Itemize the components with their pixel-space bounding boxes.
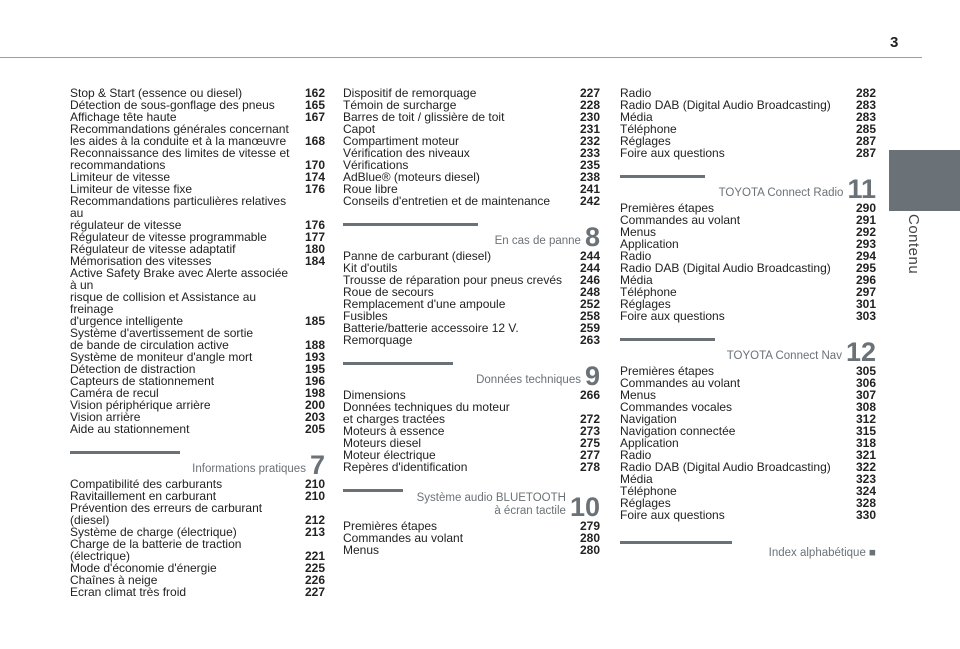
toc-entry-title: Média bbox=[620, 110, 653, 124]
toc-entry-page: 170 bbox=[304, 158, 325, 172]
section-rule bbox=[620, 175, 705, 178]
index-link-label: Index alphabétique ■ bbox=[768, 547, 876, 559]
toc-entry-page: 177 bbox=[304, 230, 325, 244]
toc-entry-title: Vérification des niveaux bbox=[343, 146, 470, 160]
toc-entry-title: Repères d'identification bbox=[343, 460, 468, 474]
toc-entry[interactable] bbox=[70, 423, 325, 435]
section-title: TOYOTA Connect Radio bbox=[718, 187, 844, 199]
toc-entry-page: 188 bbox=[304, 338, 325, 352]
section-number: 12 bbox=[845, 337, 876, 367]
toc-entry[interactable] bbox=[70, 538, 325, 562]
toc-entry-title: Roue de secours bbox=[343, 285, 434, 299]
section-header-10[interactable] bbox=[343, 489, 600, 522]
section-title: TOYOTA Connect Nav bbox=[726, 350, 842, 362]
toc-entry-page: 200 bbox=[304, 398, 325, 412]
toc-entry-title: AdBlue® (moteurs diesel) bbox=[343, 170, 480, 184]
toc-entry-page: 203 bbox=[304, 410, 325, 424]
toc-entry[interactable] bbox=[70, 586, 325, 598]
toc-entry-title: Limiteur de vitesse bbox=[70, 170, 171, 184]
toc-entry-title: Données techniques du moteur et charges tractées bbox=[343, 400, 510, 426]
toc-list bbox=[620, 202, 876, 322]
section-rule bbox=[343, 223, 478, 226]
toc-entry-page: 321 bbox=[855, 448, 876, 462]
toc-entry-title: Vérifications bbox=[343, 158, 409, 172]
toc-entry[interactable] bbox=[70, 147, 325, 171]
toc-entry-title: Kit d'outils bbox=[343, 261, 398, 275]
toc-entry-title: Moteurs diesel bbox=[343, 436, 422, 450]
section-header-12[interactable] bbox=[620, 337, 876, 367]
toc-entry-page: 324 bbox=[855, 484, 876, 498]
toc-entry-title: Application bbox=[620, 237, 679, 251]
toc-entry-page: 225 bbox=[304, 561, 325, 575]
toc-entry-title: Commandes au volant bbox=[620, 213, 741, 227]
toc-entry-page: 185 bbox=[304, 314, 325, 328]
toc-entry-title: Active Safety Brake avec Alerte associée à un risque de collision et Assistance au freinage d'urgence intelligente bbox=[70, 266, 289, 328]
toc-entry-page: 322 bbox=[855, 460, 876, 474]
toc-entry-title: Radio bbox=[620, 448, 652, 462]
toc-entry-title: Menus bbox=[620, 225, 657, 239]
section-header-8[interactable] bbox=[343, 222, 600, 252]
toc-entry-title: Réglages bbox=[620, 496, 671, 510]
toc-entry-title: Radio DAB (Digital Audio Broadcasting) bbox=[620, 261, 831, 275]
toc-entry-title: Commandes au volant bbox=[620, 376, 741, 390]
toc-entry-title: Média bbox=[620, 472, 653, 486]
toc-column-3 bbox=[620, 87, 876, 559]
toc-entry-page: 246 bbox=[579, 273, 600, 287]
toc-entry[interactable] bbox=[620, 147, 876, 159]
section-rule bbox=[620, 338, 715, 341]
toc-entry-title: Détection de distraction bbox=[70, 362, 196, 376]
section-rule bbox=[343, 362, 453, 365]
toc-entry-title: Radio bbox=[620, 86, 652, 100]
toc-entry-page: 305 bbox=[855, 364, 876, 378]
toc-entry[interactable] bbox=[343, 532, 600, 544]
toc-entry-page: 176 bbox=[304, 218, 325, 232]
toc-entry-page: 193 bbox=[304, 350, 325, 364]
section-rule bbox=[620, 541, 732, 544]
toc-entry[interactable] bbox=[70, 502, 325, 526]
toc-entry-title: Application bbox=[620, 436, 679, 450]
toc-entry-title: Système d'avertissement de sortie de bande de circulation active bbox=[70, 326, 254, 352]
toc-entry-page: 210 bbox=[304, 477, 325, 491]
toc-entry-page: 280 bbox=[579, 543, 600, 557]
toc-column-1 bbox=[70, 87, 325, 598]
toc-entry-page: 292 bbox=[855, 225, 876, 239]
section-rule bbox=[343, 489, 403, 492]
toc-entry-page: 296 bbox=[855, 273, 876, 287]
toc-entry-title: Détection de sous-gonflage des pneus bbox=[70, 98, 275, 112]
toc-entry-page: 235 bbox=[579, 158, 600, 172]
toc-entry[interactable] bbox=[343, 401, 600, 425]
toc-list bbox=[70, 87, 325, 435]
toc-entry-page: 238 bbox=[579, 170, 600, 184]
top-divider bbox=[0, 57, 922, 58]
toc-entry-title: Barres de toit / glissière de toit bbox=[343, 110, 505, 124]
toc-entry-title: Téléphone bbox=[620, 122, 677, 136]
toc-entry-page: 248 bbox=[579, 285, 600, 299]
toc-entry-page: 242 bbox=[579, 194, 600, 208]
toc-entry[interactable] bbox=[620, 262, 876, 274]
toc-entry[interactable] bbox=[343, 111, 600, 123]
toc-entry[interactable] bbox=[620, 377, 876, 389]
toc-entry-title: Recommandations particulières relatives au régulateur de vitesse bbox=[70, 194, 287, 232]
toc-entry-page: 303 bbox=[855, 309, 876, 323]
toc-entry-title: Compatibilité des carburants bbox=[70, 477, 223, 491]
toc-list bbox=[343, 250, 600, 346]
toc-entry-page: 272 bbox=[579, 412, 600, 426]
toc-entry[interactable] bbox=[70, 267, 325, 327]
section-number: 8 bbox=[584, 222, 600, 252]
toc-entry-page: 174 bbox=[304, 170, 325, 184]
toc-entry-page: 290 bbox=[855, 201, 876, 215]
toc-entry-title: Compartiment moteur bbox=[343, 134, 460, 148]
toc-entry-title: Radio DAB (Digital Audio Broadcasting) bbox=[620, 98, 831, 112]
toc-entry-title: Remorquage bbox=[343, 333, 413, 347]
toc-entry-page: 227 bbox=[304, 585, 325, 599]
toc-entry-page: 213 bbox=[304, 525, 325, 539]
toc-entry-page: 273 bbox=[579, 424, 600, 438]
toc-entry[interactable] bbox=[620, 99, 876, 111]
toc-entry-title: Aide au stationnement bbox=[70, 422, 190, 436]
toc-entry-title: Vision arrière bbox=[70, 410, 141, 424]
toc-entry-page: 244 bbox=[579, 249, 600, 263]
toc-entry-page: 279 bbox=[579, 519, 600, 533]
toc-list bbox=[620, 365, 876, 521]
toc-entry-title: Affichage tête haute bbox=[70, 110, 177, 124]
toc-entry-title: Menus bbox=[620, 388, 657, 402]
toc-entry-page: 295 bbox=[855, 261, 876, 275]
toc-entry-page: 258 bbox=[579, 309, 600, 323]
toc-entry-title: Ravitaillement en carburant bbox=[70, 489, 217, 503]
section-number: 7 bbox=[309, 450, 325, 480]
toc-entry-page: 241 bbox=[579, 182, 600, 196]
toc-entry-title: Radio DAB (Digital Audio Broadcasting) bbox=[620, 460, 831, 474]
section-number: 10 bbox=[569, 492, 600, 522]
toc-entry-title: Téléphone bbox=[620, 484, 677, 498]
toc-entry-page: 283 bbox=[855, 98, 876, 112]
toc-entry-page: 198 bbox=[304, 386, 325, 400]
toc-entry-page: 266 bbox=[579, 388, 600, 402]
toc-entry-title: Vision périphérique arrière bbox=[70, 398, 211, 412]
toc-entry-title: Régulateur de vitesse programmable bbox=[70, 230, 267, 244]
toc-entry-page: 196 bbox=[304, 374, 325, 388]
toc-entry[interactable] bbox=[620, 214, 876, 226]
toc-entry-page: 167 bbox=[304, 110, 325, 124]
toc-entry-title: Trousse de réparation pour pneus crevés bbox=[343, 273, 563, 287]
toc-entry-title: Média bbox=[620, 273, 653, 287]
toc-entry-page: 244 bbox=[579, 261, 600, 275]
toc-entry-title: Système de moniteur d'angle mort bbox=[70, 350, 253, 364]
toc-entry-title: Menus bbox=[343, 543, 380, 557]
toc-entry-title: Chaînes à neige bbox=[70, 573, 158, 587]
toc-entry[interactable] bbox=[70, 327, 325, 351]
toc-entry-title: Charge de la batterie de traction (électrique) bbox=[70, 537, 242, 563]
toc-entry-page: 212 bbox=[304, 513, 325, 527]
side-tab-label: Contenu bbox=[905, 214, 922, 275]
toc-entry-page: 184 bbox=[304, 254, 325, 268]
toc-entry-title: Commandes vocales bbox=[620, 400, 733, 414]
toc-entry-page: 205 bbox=[304, 422, 325, 436]
toc-entry-page: 252 bbox=[579, 297, 600, 311]
toc-entry-page: 323 bbox=[855, 472, 876, 486]
toc-entry-title: Capteurs de stationnement bbox=[70, 374, 215, 388]
toc-entry[interactable] bbox=[343, 461, 600, 473]
toc-entry[interactable] bbox=[343, 195, 600, 207]
section-header-9[interactable] bbox=[343, 361, 600, 391]
toc-entry-page: 287 bbox=[855, 146, 876, 160]
toc-entry-page: 294 bbox=[855, 249, 876, 263]
toc-entry-page: 308 bbox=[855, 400, 876, 414]
toc-entry[interactable] bbox=[620, 509, 876, 521]
toc-entry-title: Témoin de surcharge bbox=[343, 98, 457, 112]
toc-entry[interactable] bbox=[620, 238, 876, 250]
toc-entry-page: 275 bbox=[579, 436, 600, 450]
section-title: Informations pratiques bbox=[192, 463, 306, 475]
toc-entry-title: Mémorisation des vitesses bbox=[70, 254, 212, 268]
toc-entry-title: Dispositif de remorquage bbox=[343, 86, 477, 100]
toc-entry-page: 283 bbox=[855, 110, 876, 124]
toc-entry-page: 231 bbox=[579, 122, 600, 136]
toc-entry-page: 291 bbox=[855, 213, 876, 227]
toc-entry[interactable] bbox=[70, 195, 325, 231]
toc-entry-page: 263 bbox=[579, 333, 600, 347]
toc-entry-title: Mode d'économie d'énergie bbox=[70, 561, 217, 575]
toc-list bbox=[70, 478, 325, 598]
toc-entry-title: Navigation connectée bbox=[620, 424, 736, 438]
toc-entry-page: 233 bbox=[579, 146, 600, 160]
toc-entry-page: 287 bbox=[855, 134, 876, 148]
toc-entry-page: 318 bbox=[855, 436, 876, 450]
toc-entry[interactable] bbox=[620, 310, 876, 322]
toc-entry-title: Reconnaissance des limites de vitesse et recommandations bbox=[70, 146, 290, 172]
side-tab bbox=[889, 150, 960, 211]
toc-entry[interactable] bbox=[620, 461, 876, 473]
toc-entry-page: 278 bbox=[579, 460, 600, 474]
section-number: 9 bbox=[584, 361, 600, 391]
toc-entry-page: 277 bbox=[579, 448, 600, 462]
toc-entry-page: 280 bbox=[579, 531, 600, 545]
toc-entry-page: 227 bbox=[579, 86, 600, 100]
toc-entry[interactable] bbox=[343, 334, 600, 346]
toc-entry-page: 259 bbox=[579, 321, 600, 335]
toc-entry-page: 315 bbox=[855, 424, 876, 438]
toc-entry-page: 210 bbox=[304, 489, 325, 503]
toc-entry-page: 301 bbox=[855, 297, 876, 311]
section-title: Système audio BLUETOOTH à écran tactile bbox=[416, 492, 566, 517]
toc-entry-title: Navigation bbox=[620, 412, 677, 426]
toc-list bbox=[620, 87, 876, 159]
section-header-7[interactable] bbox=[70, 450, 325, 480]
toc-entry-title: Réglages bbox=[620, 134, 671, 148]
toc-entry-title: Moteur électrique bbox=[343, 448, 436, 462]
section-title: En cas de panne bbox=[494, 235, 581, 247]
toc-entry-title: Réglages bbox=[620, 297, 671, 311]
toc-entry-title: Foire aux questions bbox=[620, 309, 725, 323]
toc-entry-title: Système de charge (électrique) bbox=[70, 525, 237, 539]
toc-entry-title: Roue libre bbox=[343, 182, 398, 196]
toc-entry-page: 312 bbox=[855, 412, 876, 426]
section-number: 11 bbox=[847, 174, 876, 204]
toc-entry-page: 232 bbox=[579, 134, 600, 148]
toc-entry-title: Panne de carburant (diesel) bbox=[343, 249, 492, 263]
toc-entry-page: 176 bbox=[304, 182, 325, 196]
section-rule bbox=[70, 451, 180, 454]
toc-entry-page: 221 bbox=[304, 549, 325, 563]
toc-entry-title: Foire aux questions bbox=[620, 146, 725, 160]
toc-list bbox=[343, 87, 600, 207]
toc-entry-title: Premières étapes bbox=[620, 201, 715, 215]
toc-entry[interactable] bbox=[70, 123, 325, 147]
toc-entry-title: Recommandations générales concernant les aides à la conduite et à la manœuvre bbox=[70, 122, 289, 148]
toc-entry-title: Moteurs à essence bbox=[343, 424, 445, 438]
toc-list bbox=[343, 520, 600, 556]
toc-entry-title: Ecran climat très froid bbox=[70, 585, 187, 599]
toc-entry-title: Régulateur de vitesse adaptatif bbox=[70, 242, 236, 256]
toc-entry[interactable] bbox=[620, 437, 876, 449]
toc-entry-page: 230 bbox=[579, 110, 600, 124]
toc-entry-title: Stop & Start (essence ou diesel) bbox=[70, 86, 243, 100]
toc-entry-title: Premières étapes bbox=[620, 364, 715, 378]
toc-entry-title: Fusibles bbox=[343, 309, 388, 323]
toc-entry-page: 180 bbox=[304, 242, 325, 256]
alphabetical-index-link[interactable] bbox=[620, 541, 876, 559]
toc-entry-page: 328 bbox=[855, 496, 876, 510]
toc-entry-title: Capot bbox=[343, 122, 376, 136]
page-number: 3 bbox=[890, 34, 899, 51]
toc-entry-title: Commandes au volant bbox=[343, 531, 464, 545]
toc-entry-title: Prévention des erreurs de carburant (diesel) bbox=[70, 501, 263, 527]
toc-entry-title: Limiteur de vitesse fixe bbox=[70, 182, 193, 196]
toc-entry-title: Dimensions bbox=[343, 388, 406, 402]
toc-entry-title: Conseils d'entretien et de maintenance bbox=[343, 194, 551, 208]
toc-entry-page: 330 bbox=[855, 508, 876, 522]
toc-entry-page: 168 bbox=[304, 134, 325, 148]
toc-entry-page: 226 bbox=[304, 573, 325, 587]
toc-entry-title: Remplacement d'une ampoule bbox=[343, 297, 506, 311]
toc-list bbox=[343, 389, 600, 473]
toc-entry-page: 162 bbox=[304, 86, 325, 100]
toc-entry-title: Radio bbox=[620, 249, 652, 263]
toc-column-2 bbox=[343, 87, 600, 556]
toc-entry-page: 306 bbox=[855, 376, 876, 390]
toc-entry-title: Premières étapes bbox=[343, 519, 438, 533]
toc-entry-page: 165 bbox=[304, 98, 325, 112]
section-title: Données techniques bbox=[476, 374, 581, 386]
section-header-11[interactable] bbox=[620, 174, 876, 204]
toc-entry-page: 293 bbox=[855, 237, 876, 251]
toc-entry-page: 297 bbox=[855, 285, 876, 299]
toc-entry-title: Téléphone bbox=[620, 285, 677, 299]
toc-entry-page: 228 bbox=[579, 98, 600, 112]
toc-entry-title: Batterie/batterie accessoire 12 V. bbox=[343, 321, 519, 335]
toc-entry-page: 307 bbox=[855, 388, 876, 402]
toc-entry-title: Caméra de recul bbox=[70, 386, 159, 400]
toc-entry-page: 285 bbox=[855, 122, 876, 136]
toc-entry-page: 282 bbox=[855, 86, 876, 100]
toc-entry[interactable] bbox=[343, 544, 600, 556]
toc-entry-page: 195 bbox=[304, 362, 325, 376]
toc-entry-title: Foire aux questions bbox=[620, 508, 725, 522]
